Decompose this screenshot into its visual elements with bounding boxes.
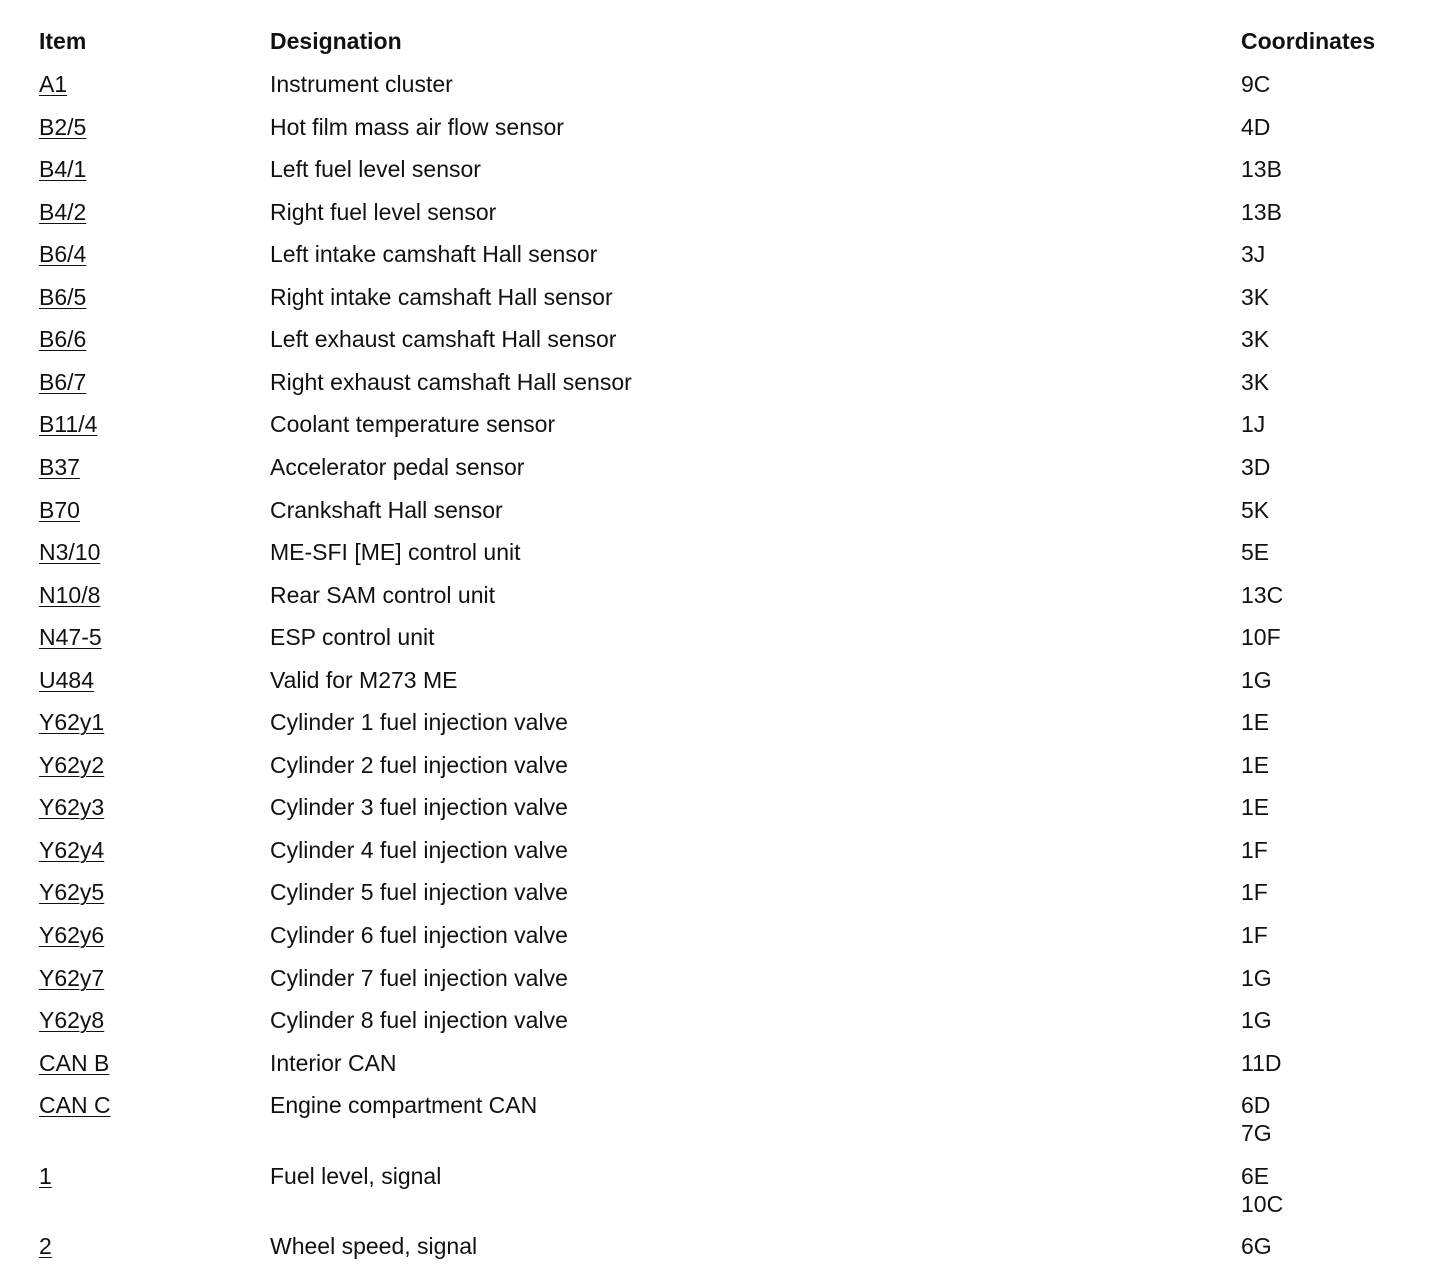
- item-link[interactable]: B6/5: [39, 284, 87, 310]
- coordinates-cell: [1241, 496, 1269, 524]
- coordinate-value: 11D: [1241, 1050, 1282, 1076]
- item-link[interactable]: CAN C: [39, 1092, 111, 1118]
- coordinate-value: 6E: [1241, 1163, 1270, 1189]
- item-link[interactable]: Y62y7: [39, 965, 105, 991]
- coordinate-value: 7G: [1241, 1120, 1272, 1146]
- designation-text: Cylinder 2 fuel injection valve: [270, 752, 568, 778]
- item-link[interactable]: Y62y1: [39, 709, 105, 735]
- item-link[interactable]: B2/5: [39, 114, 87, 140]
- item-link[interactable]: 2: [39, 1233, 52, 1259]
- item-link[interactable]: B6/6: [39, 326, 87, 352]
- coordinates-cell: [1241, 410, 1265, 438]
- coordinate-value: 1E: [1241, 794, 1270, 820]
- item-link[interactable]: B70: [39, 497, 80, 523]
- coordinates-cell: [1241, 368, 1269, 396]
- coordinates-cell: [1241, 240, 1265, 268]
- coordinates-cell: [1241, 453, 1270, 481]
- coordinates-cell: [1241, 921, 1268, 949]
- column-header-designation: Designation: [270, 28, 402, 54]
- coordinate-value: 1J: [1241, 411, 1266, 437]
- coordinates-cell: [1241, 70, 1270, 98]
- designation-text: Rear SAM control unit: [270, 582, 495, 608]
- coordinate-value: 1E: [1241, 752, 1270, 778]
- designation-text: Cylinder 4 fuel injection valve: [270, 837, 568, 863]
- designation-text: Wheel speed, signal: [270, 1233, 478, 1259]
- coordinates-cell: [1241, 1091, 1272, 1147]
- item-link[interactable]: N10/8: [39, 582, 101, 608]
- designation-text: Right exhaust camshaft Hall sensor: [270, 369, 632, 395]
- item-link[interactable]: N47-5: [39, 624, 102, 650]
- designation-text: Cylinder 7 fuel injection valve: [270, 965, 568, 991]
- designation-text: Cylinder 1 fuel injection valve: [270, 709, 568, 735]
- designation-text: Right intake camshaft Hall sensor: [270, 284, 613, 310]
- coordinate-value: 13B: [1241, 199, 1282, 225]
- designation-text: Right fuel level sensor: [270, 199, 497, 225]
- item-link[interactable]: B37: [39, 454, 80, 480]
- designation-text: Cylinder 6 fuel injection valve: [270, 922, 568, 948]
- item-link[interactable]: CAN B: [39, 1050, 110, 1076]
- designation-text: Instrument cluster: [270, 71, 453, 97]
- coordinate-value: 5K: [1241, 497, 1270, 523]
- coordinates-cell: [1241, 793, 1269, 821]
- coordinates-cell: [1241, 708, 1269, 736]
- coordinate-value: 10C: [1241, 1191, 1284, 1217]
- item-link[interactable]: B6/7: [39, 369, 87, 395]
- item-link[interactable]: B4/1: [39, 156, 87, 182]
- designation-text: Cylinder 5 fuel injection valve: [270, 879, 568, 905]
- coordinates-cell: [1241, 1006, 1272, 1034]
- designation-text: ME-SFI [ME] control unit: [270, 539, 521, 565]
- designation-text: Interior CAN: [270, 1050, 397, 1076]
- coordinates-cell: [1241, 581, 1283, 609]
- designation-text: Cylinder 3 fuel injection valve: [270, 794, 568, 820]
- designation-text: Valid for M273 ME: [270, 667, 458, 693]
- coordinates-cell: [1241, 1162, 1283, 1218]
- coordinate-value: 1G: [1241, 1007, 1272, 1033]
- column-header-coordinates: Coordinates: [1241, 28, 1376, 54]
- coordinate-value: 3K: [1241, 326, 1270, 352]
- item-link[interactable]: Y62y3: [39, 794, 105, 820]
- coordinates-cell: [1241, 1049, 1282, 1077]
- item-link[interactable]: A1: [39, 71, 68, 97]
- column-header-item: Item: [39, 28, 87, 54]
- item-link[interactable]: Y62y8: [39, 1007, 105, 1033]
- coordinates-cell: [1241, 113, 1270, 141]
- coordinate-value: 6D: [1241, 1092, 1271, 1118]
- designation-text: Cylinder 8 fuel injection valve: [270, 1007, 568, 1033]
- coordinate-value: 9C: [1241, 71, 1271, 97]
- coordinates-cell: [1241, 538, 1269, 566]
- coordinates-cell: [1241, 964, 1272, 992]
- coordinate-value: 1F: [1241, 922, 1268, 948]
- item-link[interactable]: N3/10: [39, 539, 101, 565]
- coordinates-cell: [1241, 666, 1272, 694]
- coordinate-value: 1G: [1241, 965, 1272, 991]
- coordinates-cell: [1241, 623, 1281, 651]
- item-link[interactable]: Y62y6: [39, 922, 105, 948]
- item-link[interactable]: B4/2: [39, 199, 87, 225]
- item-link[interactable]: Y62y2: [39, 752, 105, 778]
- item-link[interactable]: B11/4: [39, 411, 98, 437]
- coordinate-value: 1F: [1241, 879, 1268, 905]
- designation-text: Accelerator pedal sensor: [270, 454, 525, 480]
- coordinates-cell: [1241, 198, 1282, 226]
- coordinate-value: 13B: [1241, 156, 1282, 182]
- designation-text: Left intake camshaft Hall sensor: [270, 241, 598, 267]
- designation-text: Engine compartment CAN: [270, 1092, 538, 1118]
- item-link[interactable]: Y62y5: [39, 879, 105, 905]
- coordinates-cell: [1241, 878, 1268, 906]
- coordinate-value: 6G: [1241, 1233, 1272, 1259]
- coordinate-value: 5E: [1241, 539, 1270, 565]
- designation-text: Fuel level, signal: [270, 1163, 442, 1189]
- designation-text: Left fuel level sensor: [270, 156, 481, 182]
- coordinates-cell: [1241, 325, 1269, 353]
- coordinate-value: 4D: [1241, 114, 1271, 140]
- coordinate-value: 3K: [1241, 284, 1270, 310]
- coordinate-value: 3J: [1241, 241, 1266, 267]
- coordinate-value: 1E: [1241, 709, 1270, 735]
- designation-text: Left exhaust camshaft Hall sensor: [270, 326, 617, 352]
- item-link[interactable]: Y62y4: [39, 837, 105, 863]
- coordinate-value: 3D: [1241, 454, 1271, 480]
- coordinate-value: 10F: [1241, 624, 1281, 650]
- item-link[interactable]: B6/4: [39, 241, 87, 267]
- designation-text: Crankshaft Hall sensor: [270, 497, 503, 523]
- coordinates-cell: [1241, 1232, 1272, 1260]
- coordinates-cell: [1241, 283, 1269, 311]
- coordinate-value: 1F: [1241, 837, 1268, 863]
- item-link[interactable]: U484: [39, 667, 94, 693]
- coordinates-cell: [1241, 836, 1268, 864]
- coordinate-value: 13C: [1241, 582, 1284, 608]
- coordinates-cell: [1241, 155, 1282, 183]
- designation-text: Hot film mass air flow sensor: [270, 114, 564, 140]
- designation-text: ESP control unit: [270, 624, 435, 650]
- coordinate-value: 3K: [1241, 369, 1270, 395]
- coordinate-value: 1G: [1241, 667, 1272, 693]
- coordinates-cell: [1241, 751, 1269, 779]
- designation-text: Coolant temperature sensor: [270, 411, 556, 437]
- item-link[interactable]: 1: [39, 1163, 52, 1189]
